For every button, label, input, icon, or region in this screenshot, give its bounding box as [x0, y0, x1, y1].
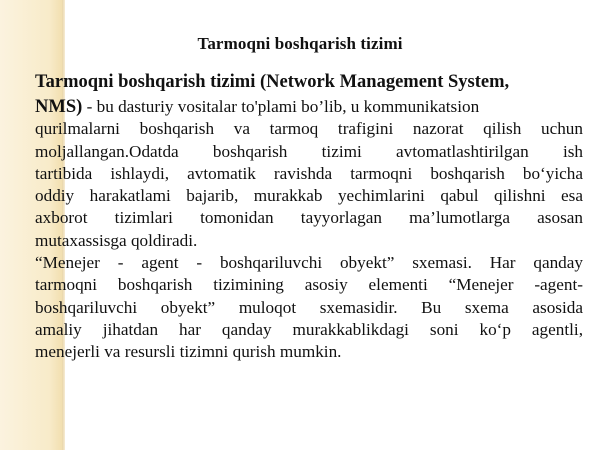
slide-body	[35, 70, 583, 364]
paragraph-1-line-2	[35, 96, 583, 118]
paragraph-1-line-6: oddiy harakatlami bajarib, murakkab yechimlarini qabul qilishni esa	[35, 186, 583, 206]
paragraph-1-heading: Tarmoqni boshqarish tizimi (Network Management System,	[35, 72, 510, 92]
nms-abbreviation: NMS)	[35, 97, 83, 117]
paragraph-1-line-3: qurilmalarni boshqarish va tarmoq trafigini nazorat qilish uchun	[35, 119, 583, 139]
slide-title: Tarmoqni boshqarish tizimi	[197, 34, 403, 53]
paragraph-1-line-7: axborot tizimlari tomonidan tayyorlagan ma’lumotlarga asosan	[35, 208, 583, 228]
paragraph-2-line-1: “Menejer - agent - boshqariluvchi obyekt” sxemasi. Har qanday	[35, 253, 583, 273]
paragraph-2-line-4: amaliy jihatdan har qanday murakkablikdagi soni ko‘p agentli,	[35, 319, 583, 339]
paragraph-1-line-4: moljallangan.Odatda boshqarish tizimi avtomatlashtirilgan ish	[35, 141, 583, 161]
paragraph-2-line-3: boshqariluvchi obyekt” muloqot sxemasidir. Bu sxema asosida	[35, 297, 583, 317]
paragraph-1-line-2-text: - bu dasturiy vositalar to'plami bo’lib, u kommunikatsion	[82, 97, 480, 116]
paragraph-1-line-5: tartibida ishlaydi, avtomatik ravishda tarmoqni boshqarish bo‘yicha	[35, 163, 583, 183]
paragraph-1-last-line: mutaxassisga qoldiradi.	[35, 230, 198, 250]
paragraph-2-line-2: tarmoqni boshqarish tizimining asosiy elementi “Menejer -agent-	[35, 275, 583, 295]
paragraph-2-last-line: menejerli va resursli tizimni qurish mumkin.	[35, 342, 342, 362]
